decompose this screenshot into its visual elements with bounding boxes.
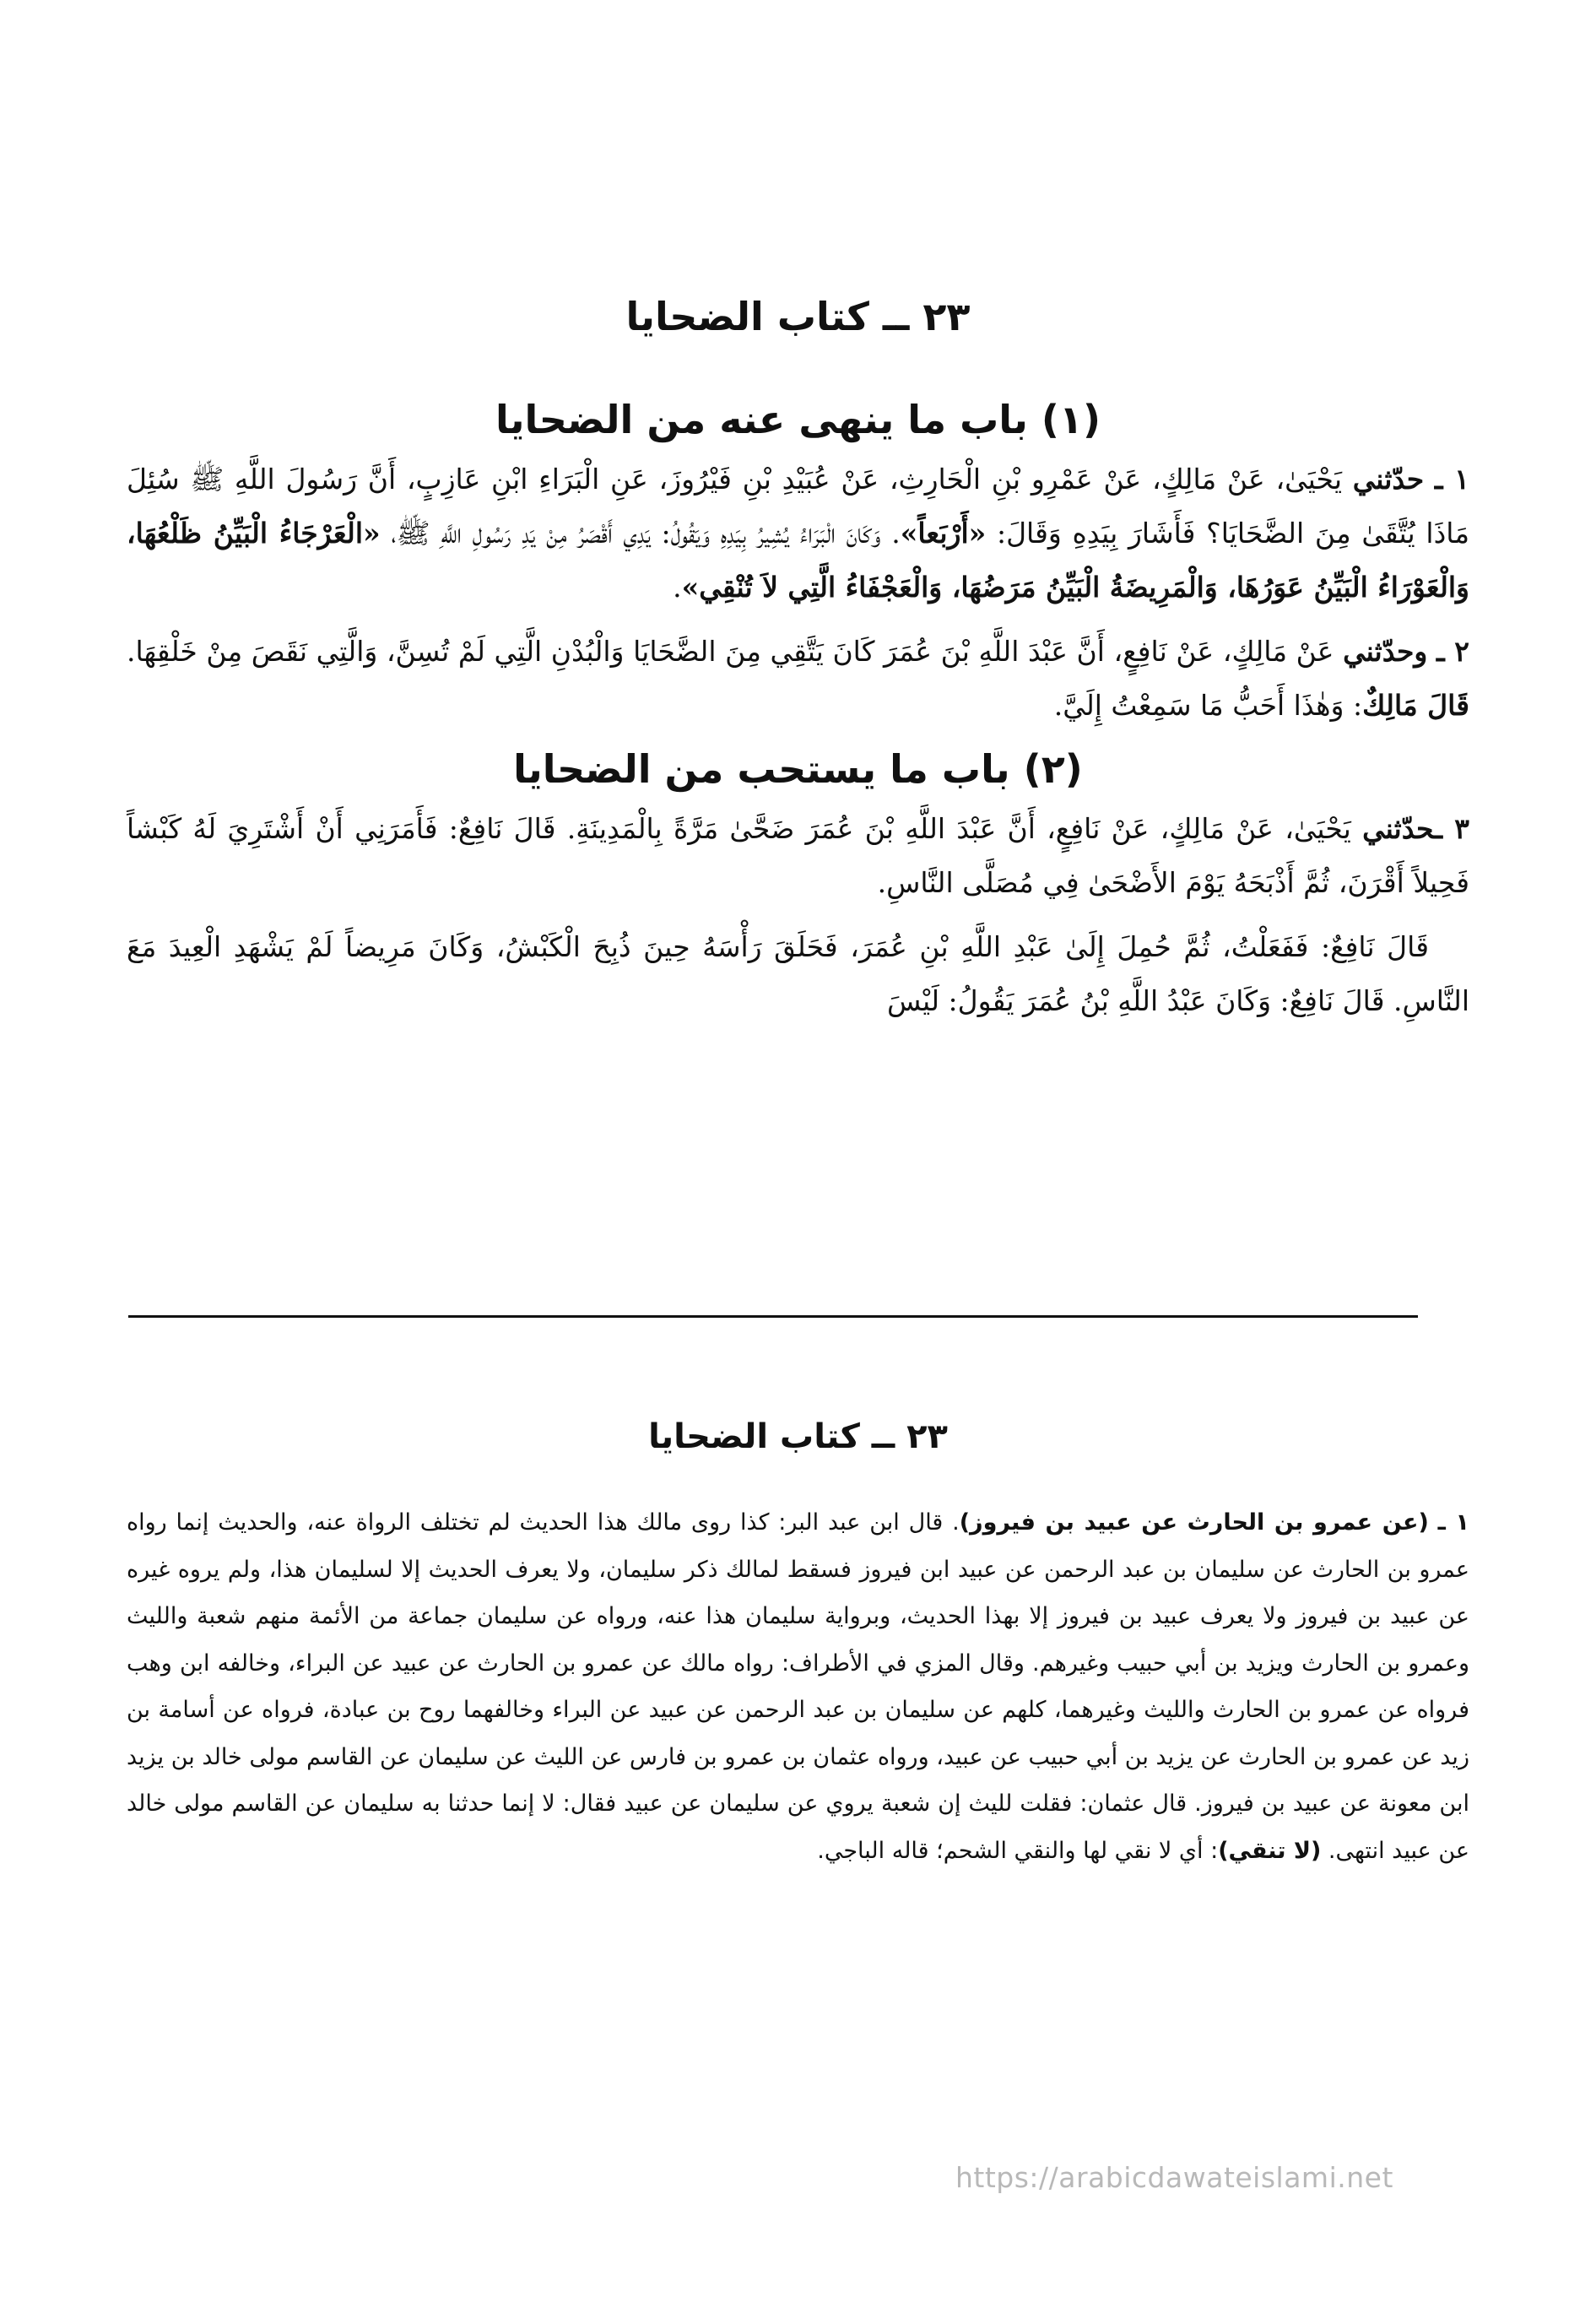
hadith-1-quote-2: «الْعَرْجَاءُ الْبَيِّنُ ظَلْعُهَا، وَالْعَوْرَاءُ الْبَيِّنُ عَوَرُهَا، وَالْمَرِيضَةُ الْبَيِّنُ مَرَضُهَا، وَالْعَجْفَاءُ الَّتِي لاَ تُنْقِي» [127,517,1469,604]
watermark-url: https://arabicdawateislami.net [955,2161,1393,2194]
book-title: ٢٣ ــ كتاب الضحايا [625,294,971,339]
commentary-body: . قال ابن عبد البر: كذا روى مالك هذا الحديث لم تختلف الرواة عنه، والحديث إنما رواه عمرو بن الحارث عن سليمان بن عبد الرحمن عن عبيد ابن فيروز فسقط لمالك ذكر سليمان، ولا يعرف الحديث إلا لسليمان هذا، ولم يروه غيره عن عبيد بن فيروز ولا يعرف عبيد بن فيروز إلا بهذا الحديث، وبرواية سليمان هذا عنه، ورواه عن سليمان جماعة من الأئمة منهم شعبة والليث وعمرو بن الحارث ويزيد بن أبي حبيب وغيرهم. وقال المزي في الأطراف: رواه مالك عن عمرو بن الحارث عن عبيد عن البراء، وخالفه ابن وهب فرواه عن عمرو بن الحارث والليث وغيرهما، كلهم عن سليمان بن عبد الرحمن عن عبيد عن البراء وخالفهما روح بن عبادة، فرواه عن أسامة بن زيد عن عمرو بن الحارث عن يزيد بن أبي حبيب عن عبيد، ورواه عثمان بن عمرو بن فارس عن الليث عن سليمان عن القاسم مولى خالد بن يزيد ابن معونة عن عبيد بن فيروز. قال عثمان: فقلت لليث إن شعبة يروي عن سليمان عن عبيد فقال: لا إنما حدثنا به سليمان عن القاسم مولى خالد عن عبيد انتهى. [127,1509,1469,1864]
hadith-section [127,287,1469,1038]
hadith-2 [127,625,1469,733]
hadith-2-text-2: : وَهٰذَا أَحَبُّ مَا سَمِعْتُ إِلَيَّ. [1053,689,1363,722]
commentary-lemma-1: (عن عمرو بن الحارث عن عبيد بن فيروز) [959,1509,1429,1536]
footnote-divider [128,1315,1418,1318]
hadith-1-quote-1: «أَرْبَعاً» [900,517,987,550]
commentary-note-1 [127,1499,1469,1874]
hadith-2-text-1: عَنْ مَالِكٍ، عَنْ نَافِعٍ، أَنَّ عَبْدَ اللَّهِ بْنَ عُمَرَ كَانَ يَتَّقِي مِنَ الضَّحَايَا وَالْبُدْنِ الَّتِي لَمْ تُسِنَّ، وَالَّتِي نَقَصَ مِنْ خَلْقِهَا. [127,635,1344,668]
hadith-1-text-1: يَحْيَىٰ، عَنْ مَالِكٍ، عَنْ عَمْرِو بْنِ الْحَارِثِ، عَنْ عُبَيْدِ بْنِ فَيْرُوزَ، عَنِ الْبَرَاءِ ابْنِ عَازِبٍ، أَنَّ رَسُولَ اللَّهِ ﷺ سُئِلَ مَاذَا يُتَّقَىٰ مِنَ الضَّحَايَا؟ فَأَشَارَ بِيَدِهِ وَقَالَ: [127,463,1469,550]
hadith-1-text-3: . [673,571,682,604]
hadith-1-text-2: . وَكَانَ الْبَرَاءُ يُشِيرُ بِيَدِهِ وَيَقُولُ: يَدِي أَقْصَرُ مِنْ يَدِ رَسُولِ اللَّهِ ﷺ، [380,517,901,550]
commentary-title: ٢٣ ــ كتاب الضحايا [648,1417,948,1456]
hadith-1 [127,452,1469,615]
hadith-2-number: ٢ ـ [1436,635,1469,668]
hadith-3-continuation: قَالَ نَافِعٌ: فَفَعَلْتُ، ثُمَّ حُمِلَ إِلَىٰ عَبْدِ اللَّهِ بْنِ عُمَرَ، فَحَلَقَ رَأْسَهُ حِينَ ذُبِحَ الْكَبْشُ، وَكَانَ مَرِيضاً لَمْ يَشْهَدِ الْعِيدَ مَعَ النَّاسِ. قَالَ نَافِعٌ: وَكَانَ عَبْدُ اللَّهِ بْنُ عُمَرَ يَقُولُ: لَيْسَ [127,930,1469,1017]
hadith-3-text-1: يَحْيَىٰ، عَنْ مَالِكٍ، عَنْ نَافِعٍ، أَنَّ عَبْدَ اللَّهِ بْنَ عُمَرَ ضَحَّىٰ مَرَّةً بِالْمَدِينَةِ. قَالَ نَافِعٌ: فَأَمَرَنِي أَنْ أَشْتَرِيَ لَهُ كَبْشاً فَحِيلاً أَقْرَنَ، ثُمَّ أَذْبَحَهُ يَوْمَ الأَضْحَىٰ فِي مُصَلَّى النَّاسِ. [127,812,1469,899]
commentary-section [127,1411,1469,1874]
chapter-2-title: (٢) باب ما يستحب من الضحايا [513,746,1083,792]
hadith-3 [127,802,1469,910]
commentary-lemma-2: (لا تنقي) [1218,1837,1322,1864]
hadith-1-number: ١ ـ [1434,463,1469,496]
commentary-tail: : أي لا نقي لها والنقي الشحم؛ قاله الباجي. [817,1837,1219,1864]
chapter-1-title: (١) باب ما ينهى عنه من الضحايا [495,397,1101,442]
commentary-note-number: ١ ـ [1437,1509,1469,1536]
hadith-1-keyword: حدّثني [1352,463,1425,496]
hadith-3-number: ٣ ـ [1434,812,1469,845]
hadith-2-keyword: وحدّثني [1343,635,1428,668]
hadith-2-keyword-2: قَالَ مَالِكٌ [1362,689,1469,722]
hadith-3-keyword: حدّثني [1362,812,1435,845]
